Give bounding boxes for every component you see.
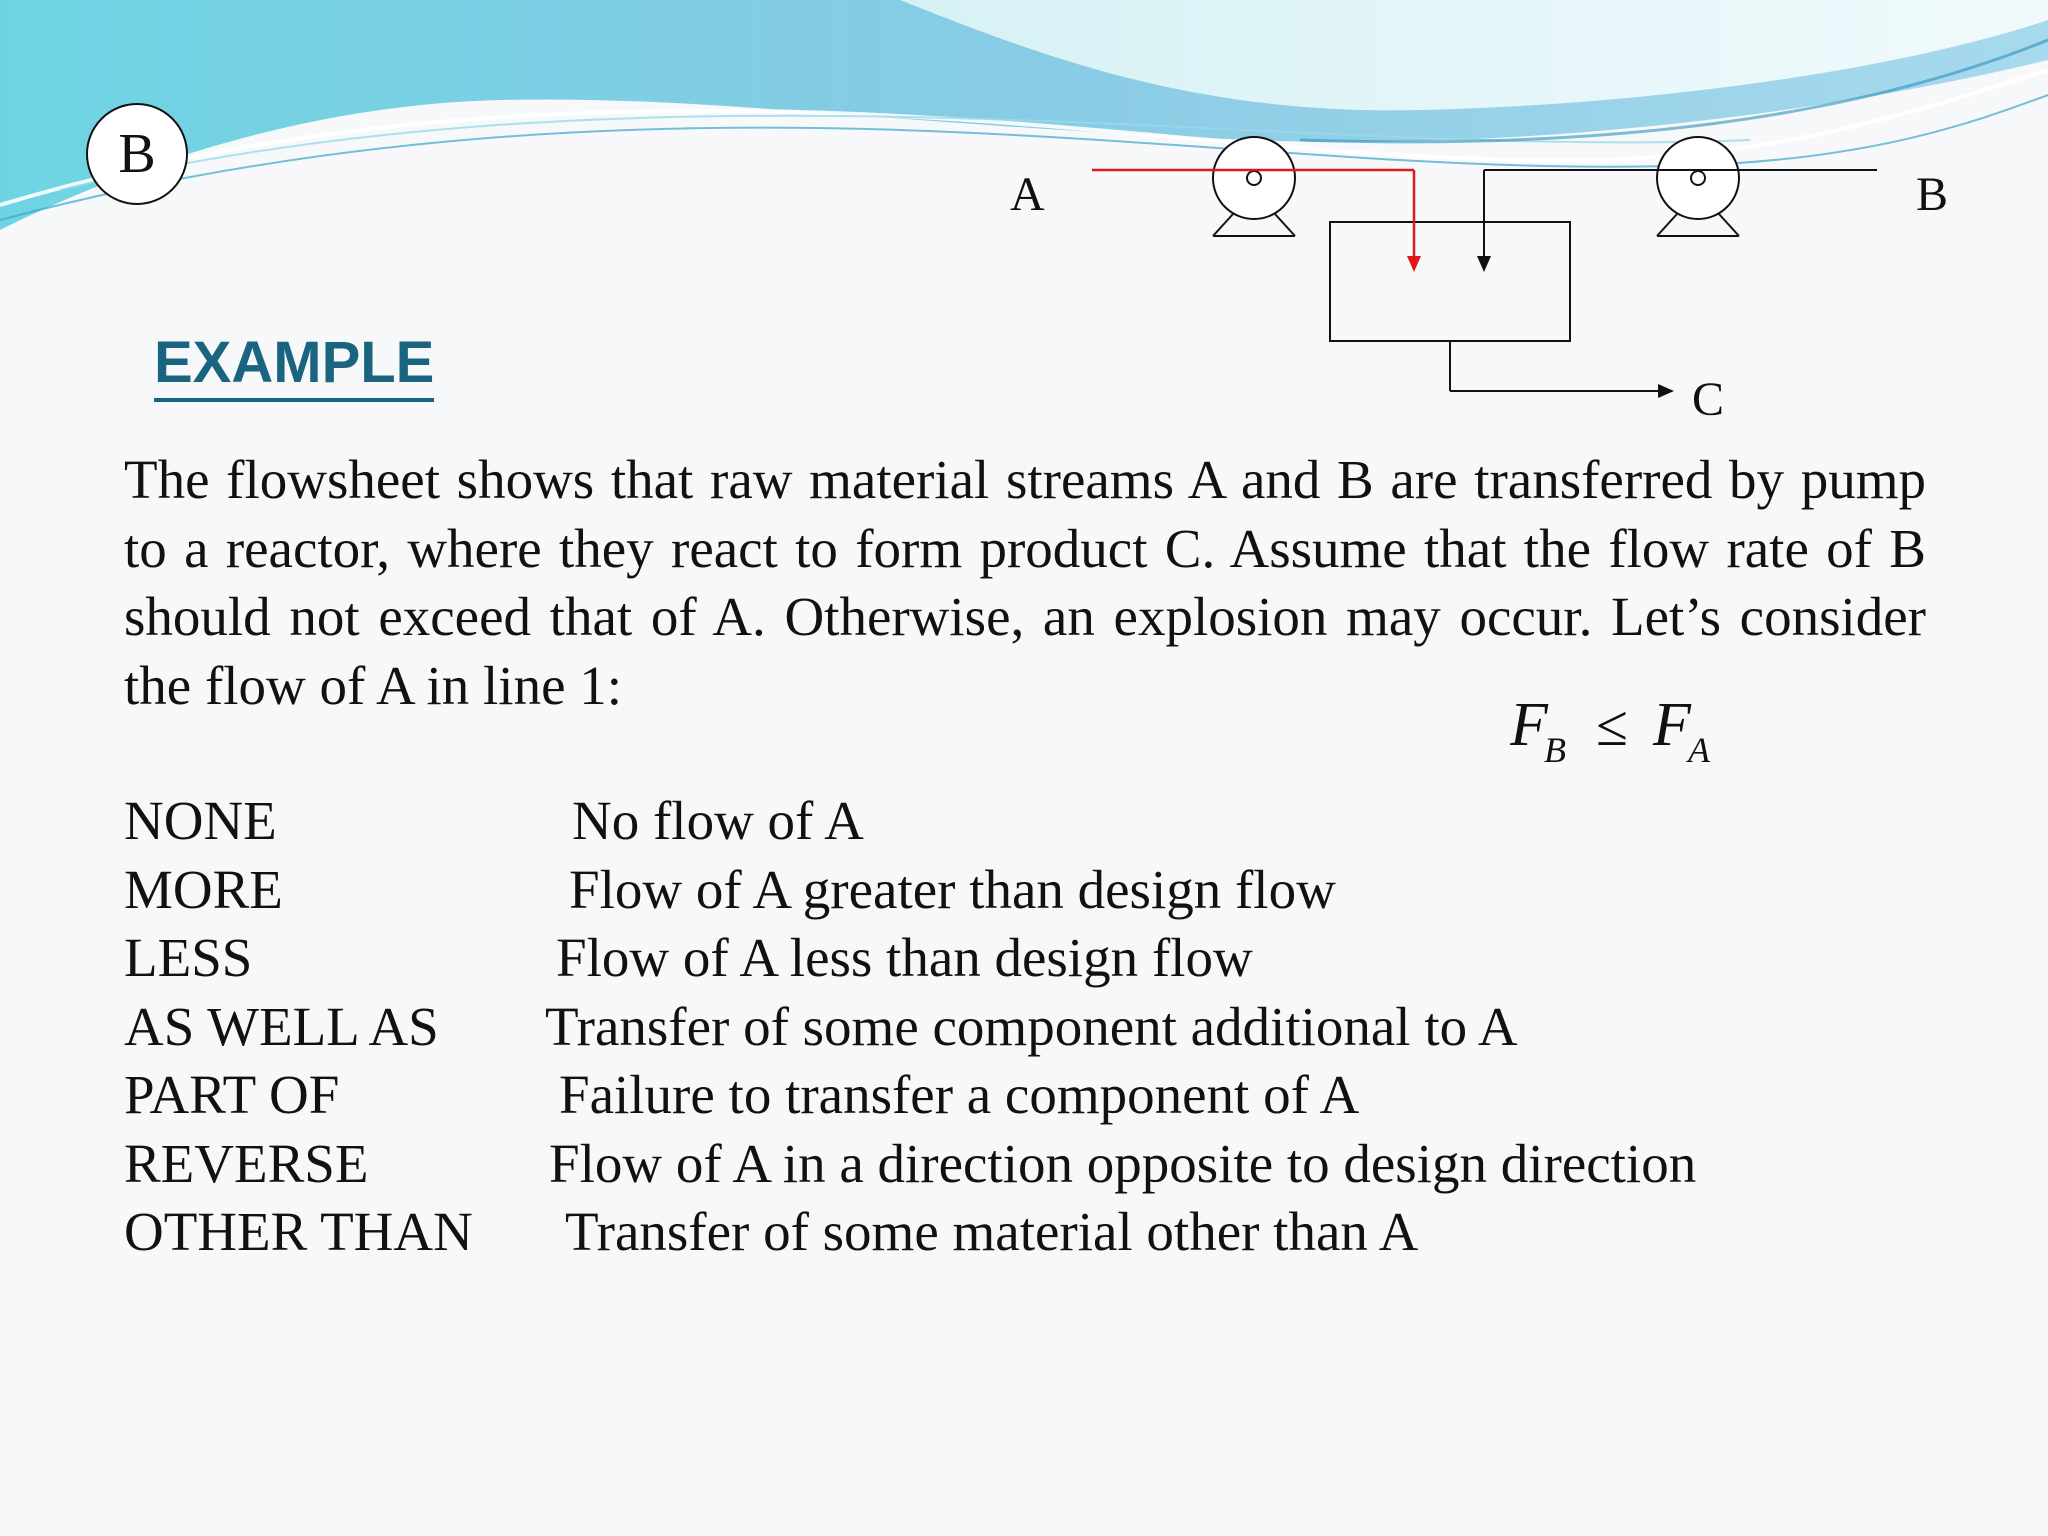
guideword-meaning: Flow of A in a direction opposite to design direction — [549, 1132, 1697, 1194]
guideword-meaning: Transfer of some component additional to A — [545, 995, 1518, 1057]
constraint-formula — [1510, 690, 1740, 795]
guideword-meaning: Transfer of some material other than A — [565, 1201, 1419, 1262]
formula-lhs-sub: B — [1544, 730, 1566, 770]
guideword-term: LESS — [124, 927, 253, 988]
formula-lhs: F — [1510, 691, 1548, 759]
guideword-term: REVERSE — [124, 1132, 369, 1194]
page-title: EXAMPLE — [154, 334, 434, 402]
badge-label: B — [118, 123, 156, 185]
section-badge — [86, 103, 188, 205]
guideword-term: NONE — [124, 790, 277, 851]
reactor-vessel — [1330, 222, 1570, 341]
formula-rhs: F — [1653, 691, 1691, 759]
guideword-term: MORE — [124, 858, 283, 920]
guideword-term: AS WELL AS — [124, 995, 439, 1057]
flowsheet-diagram — [1000, 120, 2000, 430]
formula-operator: ≤ — [1596, 693, 1628, 758]
pump-b — [1657, 137, 1739, 236]
guideword-meaning: Flow of A greater than design flow — [569, 858, 1336, 920]
diagram-label-a: A — [1010, 168, 1045, 221]
problem-statement: The flowsheet shows that raw material streams A and B are transferred by pump to a reactor, where they react to form product C. Assume that the flow rate of B should not exceed that of A. Otherwise, an explosion may occur. Let’s consider the flow of A in line 1: — [124, 449, 1926, 716]
formula-rhs-sub: A — [1688, 730, 1710, 770]
formula-svg — [1510, 690, 1740, 790]
guideword-meaning: Failure to transfer a component of A — [559, 1064, 1360, 1125]
diagram-label-b: B — [1916, 168, 1949, 221]
guideword-term: PART OF — [124, 1064, 340, 1125]
pump-a — [1213, 137, 1295, 236]
guideword-term: OTHER THAN — [124, 1201, 473, 1262]
product-c-line — [1450, 341, 1674, 398]
diagram-label-c: C — [1692, 373, 1725, 426]
guideword-meaning: No flow of A — [572, 790, 864, 851]
guideword-meaning: Flow of A less than design flow — [556, 927, 1253, 988]
